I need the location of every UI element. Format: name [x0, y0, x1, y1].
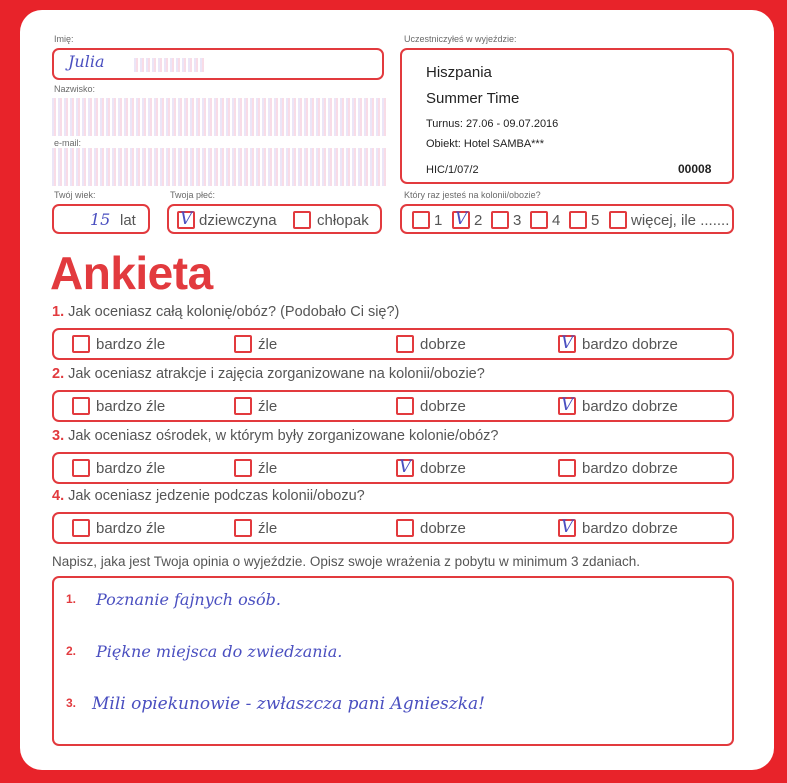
rating-checkbox[interactable] — [396, 459, 414, 477]
opinion-num-2: 2. — [66, 644, 77, 658]
question-label: Jak oceniasz jedzenie podczas kolonii/obozu? — [68, 488, 365, 504]
rating-option-label: źle — [258, 398, 278, 415]
times-label: Który raz jesteś na kolonii/obozie? — [404, 190, 541, 200]
gender-label: Twoja płeć: — [170, 190, 216, 200]
question-3-text — [52, 428, 498, 444]
question-number: 1. — [52, 304, 65, 320]
times-1-label: 1 — [434, 212, 443, 229]
rating-option-label: bardzo źle — [96, 398, 166, 415]
age-label: Twój wiek: — [54, 190, 96, 200]
times-3-checkbox[interactable] — [491, 211, 509, 229]
rating-checkbox[interactable] — [72, 397, 90, 415]
times-5-label: 5 — [591, 212, 600, 229]
times-2-checkbox[interactable] — [452, 211, 470, 229]
question-3-options — [52, 452, 734, 484]
rating-checkbox[interactable] — [234, 397, 252, 415]
rating-checkbox[interactable] — [396, 397, 414, 415]
rating-option-label: dobrze — [420, 520, 466, 537]
name-label: Imię: — [54, 34, 74, 44]
gender-boy-checkbox[interactable] — [293, 211, 311, 229]
rating-option-label: bardzo źle — [96, 520, 166, 537]
rating-option-label: dobrze — [420, 336, 466, 353]
trip-object: Obiekt: Hotel SAMBA*** — [426, 138, 544, 150]
rating-option-label: bardzo źle — [96, 336, 166, 353]
times-4-label: 4 — [552, 212, 561, 229]
rating-checkbox[interactable] — [234, 459, 252, 477]
question-label: Jak oceniasz całą kolonię/obóz? (Podobało Ci się?) — [68, 304, 400, 320]
rating-checkbox[interactable] — [234, 519, 252, 537]
gender-field — [167, 204, 382, 234]
gender-girl-label: dziewczyna — [199, 212, 277, 229]
trip-box — [400, 48, 734, 184]
rating-checkbox[interactable] — [558, 335, 576, 353]
rating-checkbox[interactable] — [72, 459, 90, 477]
gender-boy-label: chłopak — [317, 212, 369, 229]
email-redaction — [52, 148, 388, 186]
opinion-num-3: 3. — [66, 696, 77, 710]
age-handwriting: 15 — [90, 210, 111, 229]
times-more-checkbox[interactable] — [609, 211, 627, 229]
checkmark-icon: V — [180, 209, 193, 229]
times-1-checkbox[interactable] — [412, 211, 430, 229]
times-3-label: 3 — [513, 212, 522, 229]
rating-option-label: źle — [258, 336, 278, 353]
question-number: 4. — [52, 488, 65, 504]
rating-option-label: źle — [258, 520, 278, 537]
age-unit: lat — [120, 212, 136, 229]
surname-redaction — [52, 98, 388, 136]
opinion-num-1: 1. — [66, 592, 77, 606]
question-2-options — [52, 390, 734, 422]
opinion-entry-1: Poznanie fajnych osób. — [96, 590, 281, 609]
rating-option-label: bardzo dobrze — [582, 520, 678, 537]
checkmark-icon: V — [561, 517, 574, 537]
question-2-text — [52, 366, 485, 382]
rating-checkbox[interactable] — [234, 335, 252, 353]
name-field[interactable] — [52, 48, 384, 80]
surname-label: Nazwisko: — [54, 84, 96, 94]
trip-number: 00008 — [678, 162, 712, 176]
rating-option-label: dobrze — [420, 398, 466, 415]
rating-checkbox[interactable] — [396, 519, 414, 537]
rating-option-label: bardzo dobrze — [582, 398, 678, 415]
rating-checkbox[interactable] — [72, 519, 90, 537]
email-label: e-mail: — [54, 138, 82, 148]
rating-checkbox[interactable] — [396, 335, 414, 353]
checkmark-icon: V — [561, 333, 574, 353]
checkmark-icon: V — [455, 209, 468, 229]
question-number: 2. — [52, 366, 65, 382]
gender-girl-checkbox[interactable] — [177, 211, 195, 229]
times-field — [400, 204, 734, 234]
checkmark-icon: V — [399, 457, 412, 477]
age-field[interactable] — [52, 204, 150, 234]
rating-option-label: dobrze — [420, 460, 466, 477]
times-5-checkbox[interactable] — [569, 211, 587, 229]
question-1-options — [52, 328, 734, 360]
participated-label: Uczestniczyłeś w wyjeździe: — [404, 34, 517, 44]
rating-option-label: bardzo dobrze — [582, 336, 678, 353]
name-handwriting: Julia — [68, 52, 105, 71]
question-1-text — [52, 304, 399, 320]
question-label: Jak oceniasz atrakcje i zajęcia zorganizowane na kolonii/obozie? — [68, 366, 485, 382]
rating-option-label: źle — [258, 460, 278, 477]
trip-destination: Hiszpania — [426, 64, 492, 81]
question-4-options — [52, 512, 734, 544]
opinion-prompt: Napisz, jaka jest Twoja opinia o wyjeździe. Opisz swoje wrażenia z pobytu w minimum 3 zdaniach. — [52, 554, 641, 569]
question-4-text — [52, 488, 365, 504]
times-4-checkbox[interactable] — [530, 211, 548, 229]
rating-checkbox[interactable] — [558, 519, 576, 537]
times-more-label: więcej, ile ....... — [631, 212, 730, 229]
opinion-entry-2: Piękne miejsca do zwiedzania. — [96, 642, 343, 661]
trip-turnus: Turnus: 27.06 - 09.07.2016 — [426, 118, 559, 130]
question-number: 3. — [52, 428, 65, 444]
rating-option-label: bardzo źle — [96, 460, 166, 477]
times-2-label: 2 — [474, 212, 483, 229]
rating-option-label: bardzo dobrze — [582, 460, 678, 477]
question-label: Jak oceniasz ośrodek, w którym były zorganizowane kolonie/obóz? — [68, 428, 499, 444]
rating-checkbox[interactable] — [558, 397, 576, 415]
page-title: Ankieta — [50, 247, 213, 299]
rating-checkbox[interactable] — [558, 459, 576, 477]
trip-code: HIC/1/07/2 — [426, 164, 479, 176]
trip-program: Summer Time — [426, 90, 520, 107]
rating-checkbox[interactable] — [72, 335, 90, 353]
opinion-entry-3: Mili opiekunowie - zwłaszcza pani Agnieszka! — [92, 694, 485, 714]
redaction-scribble — [134, 58, 204, 72]
checkmark-icon: V — [561, 395, 574, 415]
